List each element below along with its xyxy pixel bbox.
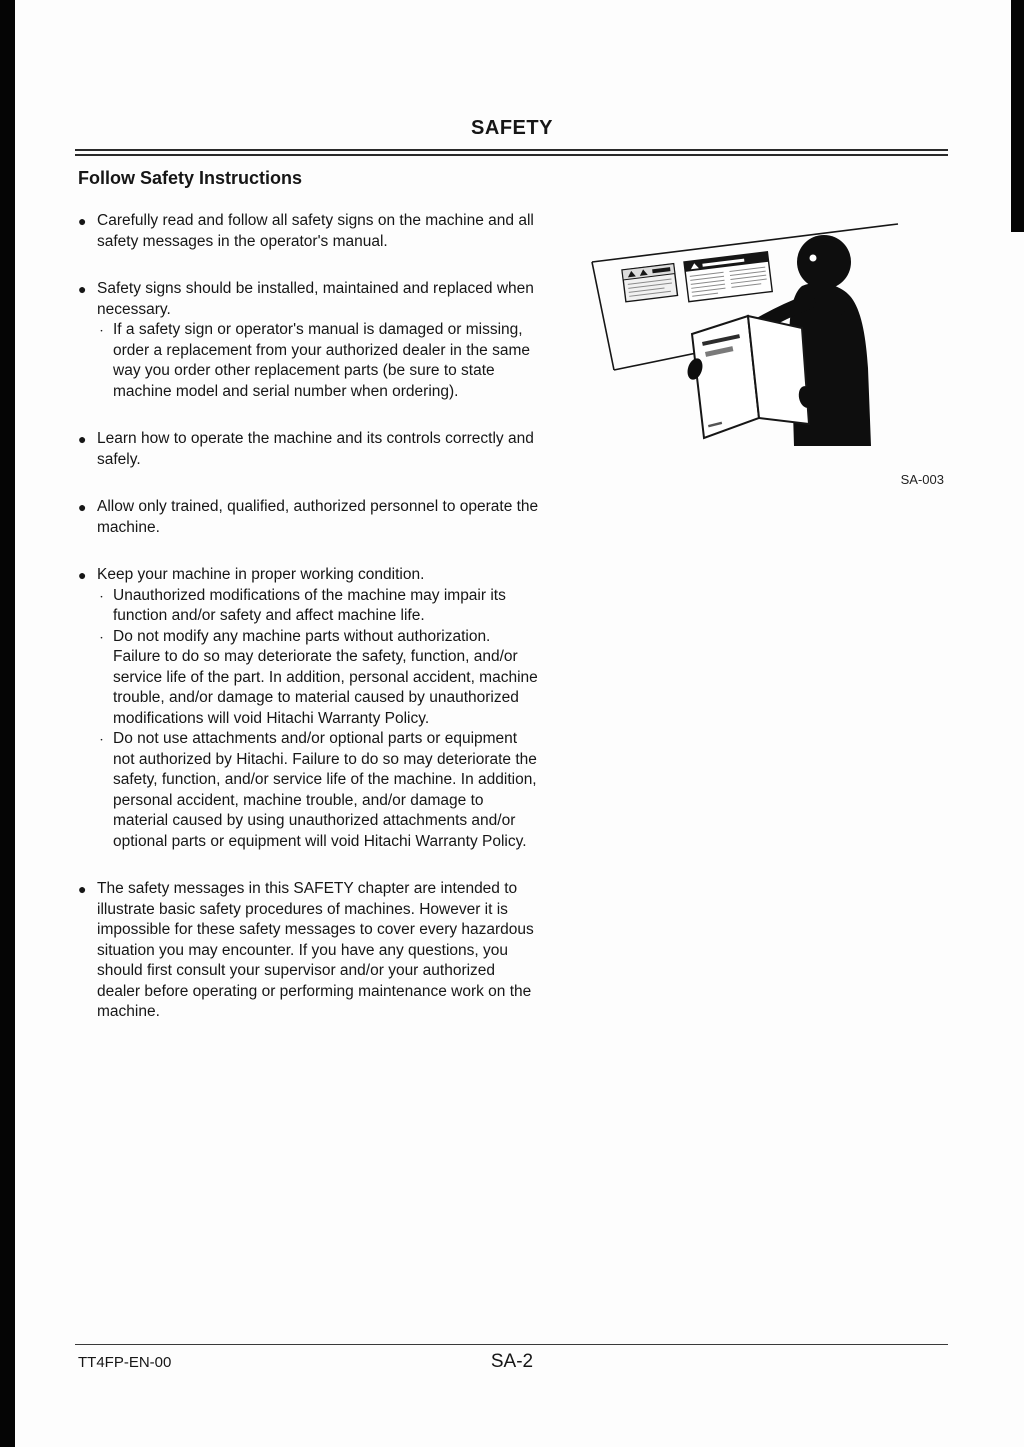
bullet-item bbox=[78, 879, 542, 1023]
bullet-text: Keep your machine in proper working condition. bbox=[97, 566, 425, 583]
safety-illustration bbox=[586, 218, 952, 487]
bullet-icon: ● bbox=[78, 881, 87, 897]
document-code: TT4FP-EN-00 bbox=[78, 1354, 172, 1371]
bullet-item bbox=[78, 279, 542, 402]
sub-bullet-icon: ・ bbox=[97, 591, 107, 602]
sub-bullet-text: Unauthorized modifications of the machine may impair its function and/or safety and affect machine life. bbox=[113, 586, 506, 624]
bullet-item bbox=[78, 211, 542, 252]
warning-label-small-icon bbox=[622, 264, 678, 302]
sub-bullet bbox=[97, 729, 542, 852]
bullet-item bbox=[78, 497, 542, 538]
sub-bullet bbox=[97, 320, 542, 402]
sub-bullet bbox=[97, 586, 542, 627]
scan-edge-left bbox=[0, 0, 15, 1447]
sub-bullet-text: Do not use attachments and/or optional parts or equipment not authorized by Hitachi. Failure to do so may deteriorate the safety, function, and/or service life of the machine. In addition, personal accident, machine trouble, and/or damage to material caused by using unauthorized attachments and/or optional parts or equipment will void Hitachi Warranty Policy. bbox=[113, 730, 537, 850]
figure-caption: SA-003 bbox=[900, 472, 944, 487]
bullet-icon: ● bbox=[78, 499, 87, 515]
bullet-icon: ● bbox=[78, 281, 87, 297]
body-text-column bbox=[78, 211, 542, 1050]
footer-rule bbox=[75, 1344, 948, 1345]
sub-bullet-text: Do not modify any machine parts without authorization. Failure to do so may deteriorate the safety, function, and/or service life of the part. In addition, personal accident, machine trouble, and/or damage to material caused by unauthorized modifications will void Hitachi Warranty Policy. bbox=[113, 627, 538, 727]
sub-bullet-icon: ・ bbox=[97, 735, 107, 745]
bullet-text: The safety messages in this SAFETY chapter are intended to illustrate basic safety procedures of machines. However it is impossible for these safety messages to cover every hazardous situation you may encounter. If you have any questions, you should first consult your supervisor and/or your authorized dealer before operating or performing maintenance work on the machine. bbox=[97, 880, 534, 1020]
manual-book-icon bbox=[692, 316, 809, 438]
sub-bullet-icon: ・ bbox=[97, 326, 107, 336]
bullet-text: Safety signs should be installed, maintained and replaced when necessary. bbox=[97, 280, 534, 318]
scan-edge-right bbox=[1011, 0, 1024, 232]
page-number: SA-2 bbox=[490, 1351, 534, 1372]
header-rule bbox=[75, 149, 948, 156]
sub-bullet-icon: ・ bbox=[97, 632, 107, 643]
bullet-text: Carefully read and follow all safety signs on the machine and all safety messages in the operator's manual. bbox=[97, 212, 534, 250]
bullet-text: Allow only trained, qualified, authorized personnel to operate the machine. bbox=[97, 498, 539, 536]
bullet-icon: ● bbox=[78, 567, 87, 583]
section-title: Follow Safety Instructions bbox=[78, 168, 303, 188]
sub-bullet-text: If a safety sign or operator's manual is damaged or missing, order a replacement from your authorized dealer in the same way you order other replacement parts (be sure to state machine model and serial number when ordering). bbox=[113, 321, 530, 400]
chapter-title: SAFETY bbox=[471, 117, 553, 139]
bullet-text: Learn how to operate the machine and its controls correctly and safely. bbox=[97, 430, 534, 468]
bullet-icon: ● bbox=[78, 431, 87, 447]
warning-label-large-icon bbox=[684, 252, 772, 302]
bullet-item bbox=[78, 429, 542, 470]
bullet-icon: ● bbox=[78, 213, 87, 229]
sub-bullet bbox=[97, 627, 542, 730]
illustration-svg bbox=[586, 218, 952, 470]
bullet-item bbox=[78, 565, 542, 852]
